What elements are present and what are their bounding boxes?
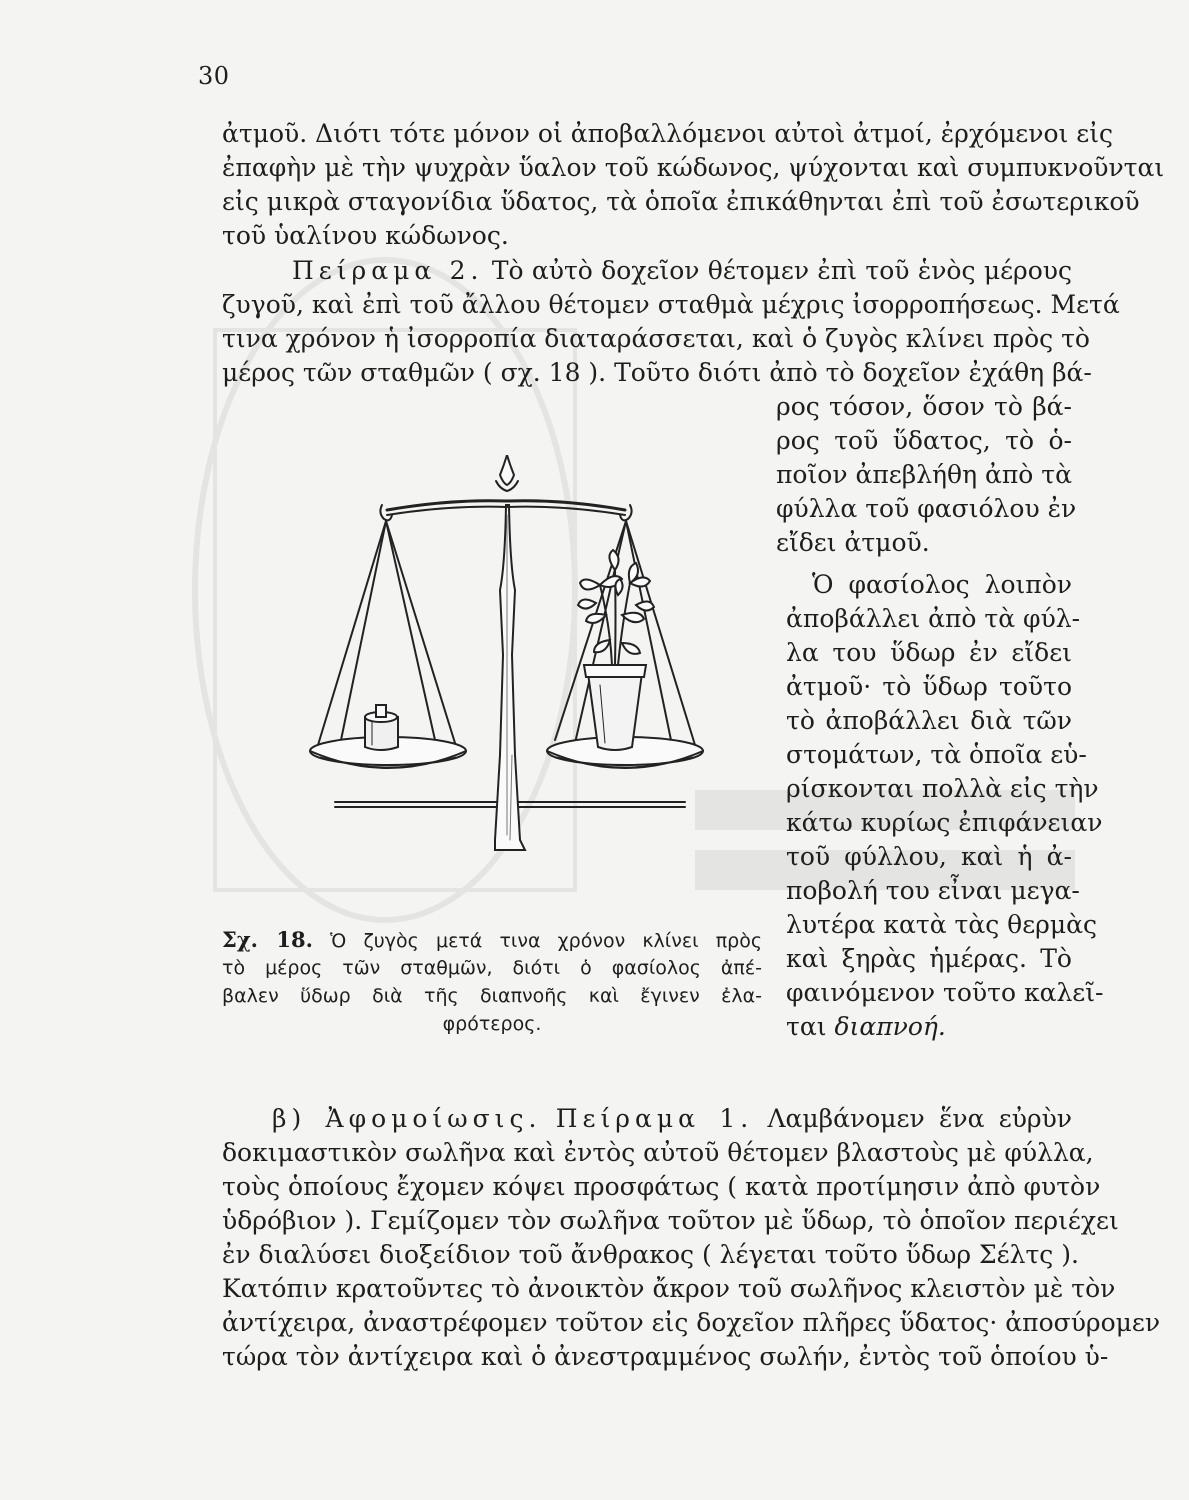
text-line: ἀντίχειρα, ἀναστρέφομεν τοῦτον εἰς δοχεῖον πλῆρες ὕδατος· ἀποσύρομεν — [222, 1308, 1161, 1337]
text-line: φύλλα τοῦ φασιόλου ἐν — [776, 494, 1077, 523]
text-line: εἴδει ἀτμοῦ. — [776, 528, 930, 557]
left-hook — [380, 505, 392, 520]
figure-balance-scale — [300, 455, 720, 865]
text-line: εἰς μικρὰ σταγονίδια ὕδατος, τὰ ὁποῖα ἐπικάθηνται ἐπὶ τοῦ ἐσωτερικοῦ — [222, 187, 1140, 216]
text-line: λυτέρα κατὰ τὰς θερμὰς — [786, 910, 1098, 939]
experiment-2-label: Πείραμα 2. — [292, 256, 484, 285]
text-line: λα του ὕδωρ ἐν εἴδει — [786, 638, 1072, 667]
text-line: ζυγοῦ, καὶ ἐπὶ τοῦ ἄλλου θέτομεν σταθμὰ μέχρις ἰσορροπήσεως. Μετά — [222, 290, 1120, 319]
text-line: δοκιμαστικὸν σωλῆνα καὶ ἐντὸς αὐτοῦ θέτομεν βλαστοὺς μὲ φύλλα, — [222, 1138, 1094, 1167]
text-line: φαινόμενον τοῦτο καλεῖ- — [786, 978, 1104, 1007]
text-line: ρος τόσον, ὅσον τὸ βά- — [776, 392, 1072, 421]
text-line: ἀτμοῦ. Διότι τότε μόνον οἱ ἀποβαλλόμενοι αὐτοὶ ἀτμοί, ἐρχόμενοι εἰς — [222, 119, 1114, 148]
experiment-2-line — [292, 254, 1072, 288]
text-line: καὶ ξηρὰς ἡμέρας. Τὸ — [786, 944, 1072, 973]
text-line: ὑδρόβιον ). Γεμίζομεν τὸν σωλῆνα τοῦτον μὲ ὕδωρ, τὸ ὁποῖον περιέχει — [222, 1206, 1119, 1235]
right-hook — [620, 505, 632, 520]
text-line: τινα χρόνον ἡ ἰσορροπία διαταράσσεται, καὶ ὁ ζυγὸς κλίνει πρὸς τὸ — [222, 324, 1090, 353]
term-transpiration: διαπνοή. — [834, 1012, 946, 1041]
text-line: ἐπαφὴν μὲ τὴν ψυχρὰν ὕαλον τοῦ κώδωνος, ψύχονται καὶ συμπυκνοῦνται — [222, 153, 1165, 182]
text-line: τώρα τὸν ἀντίχειρα καὶ ὁ ἀνεστραμμένος σωλήν, ἐντὸς τοῦ ὁποίου ὑ- — [222, 1342, 1109, 1371]
text-line: μέρος τῶν σταθμῶν ( σχ. 18 ). Τοῦτο διότι ἀπὸ τὸ δοχεῖον ἐχάθη βά- — [222, 358, 1092, 387]
text-span: Λαμβάνομεν ἕνα εὐρὺν — [767, 1104, 1072, 1133]
text-line: ἐν διαλύσει διοξείδιον τοῦ ἄνθρακος ( λέγεται τοῦτο ὕδωρ Σέλτς ). — [222, 1240, 1079, 1269]
text-line: στομάτων, τὰ ὁποῖα εὑ- — [786, 740, 1087, 769]
flower-pot — [588, 673, 642, 750]
figure-label: Σχ. 18. — [222, 927, 313, 952]
page-number: 30 — [198, 62, 230, 90]
figure-caption-line — [222, 926, 762, 955]
text-line: τὸ ἀποβάλλει διὰ τῶν — [786, 706, 1072, 735]
scale-finial — [500, 455, 514, 485]
assimilation-heading-line — [272, 1102, 1072, 1136]
text-line: ρίσκονται πολλὰ εἰς τὴν — [786, 774, 1099, 803]
text-line: τοὺς ὁποίους ἔχομεν κόψει προσφάτως ( κατὰ προτίμησιν ἀπὸ φυτὸν — [222, 1172, 1101, 1201]
text-line: κάτω κυρίως ἐπιφάνειαν — [786, 808, 1103, 837]
text-line: Ὁ φασίολος λοιπὸν — [812, 570, 1072, 599]
text-line: ἀτμοῦ· τὸ ὕδωρ τοῦτο — [786, 672, 1072, 701]
scale-pillar — [495, 505, 525, 850]
text-line: τοῦ ὑαλίνου κώδωνος. — [222, 221, 509, 250]
text-line: ποβολή του εἶναι μεγα- — [786, 876, 1080, 905]
text-line: Κατόπιν κρατοῦντες τὸ ἀνοικτὸν ἄκρον τοῦ σωλῆνος κλειστὸν μὲ τὸν — [222, 1274, 1116, 1303]
text-span: Τὸ αὐτὸ δοχεῖον θέτομεν ἐπὶ τοῦ ἑνὸς μέρους — [491, 256, 1072, 285]
text-line — [786, 1010, 1072, 1044]
section-heading: β) Ἀφομοίωσις. — [272, 1104, 542, 1133]
text-line: τοῦ φύλλου, καὶ ἡ ἀ- — [786, 842, 1072, 871]
text-span: ται — [786, 1012, 827, 1041]
text-line: ρος τοῦ ὕδατος, τὸ ὁ- — [776, 426, 1072, 455]
figure-caption-line: φρότερος. — [442, 1013, 542, 1035]
figure-caption-line: τὸ μέρος τῶν σταθμῶν, διότι ὁ φασίολος ἀπέ- — [222, 957, 762, 979]
figure-caption-line: βαλεν ὕδωρ διὰ τῆς διαπνοῆς καὶ ἔγινεν ἐλα- — [222, 985, 762, 1007]
experiment-1-label: Πείραμα 1. — [555, 1104, 754, 1133]
text-line: ἀποβάλλει ἀπὸ τὰ φύλ- — [786, 604, 1081, 633]
text-span: Ὁ ζυγὸς μετά τινα χρόνον κλίνει πρὸς — [330, 930, 762, 952]
text-line: ποῖον ἀπεβλήθη ἀπὸ τὰ — [776, 460, 1073, 489]
